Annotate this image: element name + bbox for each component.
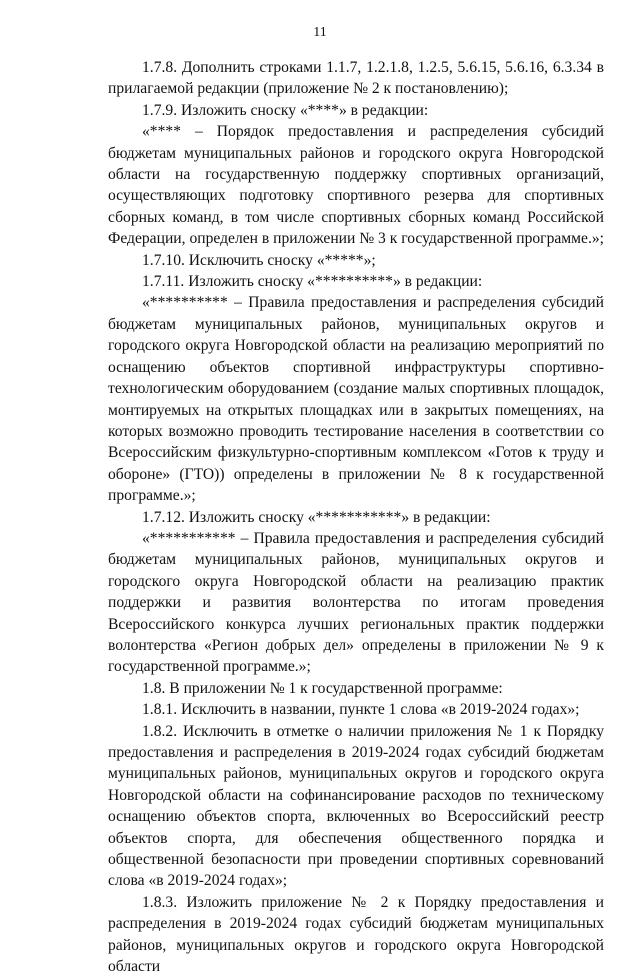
paragraph-1-7-10: 1.7.10. Исключить сноску «*****»; — [142, 251, 376, 269]
paragraph-1-7-12: 1.7.12. Изложить сноску «***********» в редакции: — [142, 508, 491, 526]
paragraph-1-7-8: 1.7.8. Дополнить строками 1.1.7, 1.2.1.8, 1.2.5, 5.6.15, 5.6.16, 6.3.34 в прилагаемой редакции (приложение № 2 к постановлению); — [108, 59, 604, 98]
footnote-text-4-stars: «**** – Порядок предоставления и распределения субсидий бюджетам муниципальных районов и городского округа Новгородской области на государственную поддержку спортивных организаций, осуществляющих подготовку спортивного резерва для спортивных сборных команд, в том числе спортивных сборных команд Российской Федерации, определен в приложении № 3 к государственной программе.»; — [108, 123, 604, 248]
footnote-text-11-stars: «*********** – Правила предоставления и распределения субсидий бюджетам муниципальных районов, муниципальных округов и городского округа Новгородской области на реализацию практик поддержки и развития волонтерства по итогам проведения Всероссийского конкурса лучших региональных практик поддержки волонтерства «Регион добрых дел» определены в приложении № 9 к государственной программе.»; — [108, 529, 604, 676]
document-body — [108, 57, 604, 977]
paragraph-1-7-11: 1.7.11. Изложить сноску «**********» в редакции: — [142, 273, 483, 291]
footnote-text-10-stars: «********** – Правила предоставления и распределения субсидий бюджетам муниципальных районов, муниципальных округов и городского округа Новгородской области на реализацию мероприятий по оснащению объектов спортивной инфраструктуры спортивно-технологическим оборудованием (создание малых спортивных площадок, монтируемых на открытых площадках или в закрытых помещениях, на которых возможно проводить тестирование населения в соответствии со Всероссийским физкультурно-спортивным комплексом «Готов к труду и обороне» (ГТО)) определены в приложении № 8 к государственной программе.»; — [108, 294, 604, 505]
paragraph-1-8-3: 1.8.3. Изложить приложение № 2 к Порядку предоставления и распределения в 2019-2024 годах субсидий бюджетам муниципальных районов, муниципальных округов и городского округа Новгородской области — [108, 893, 604, 976]
paragraph-1-8-2: 1.8.2. Исключить в отметке о наличии приложения № 1 к Порядку предоставления и распределения в 2019-2024 годах субсидий бюджетам муниципальных районов, муниципальных округов и городского округа Новгородской области на софинансирование расходов по техническому оснащению объектов спорта, включенных во Всероссийский реестр объектов спорта, для обеспечения общественного порядка и общественной безопасности при проведении спортивных соревнований слова «в 2019-2024 годах»; — [108, 722, 604, 890]
page-number: 11 — [313, 25, 327, 40]
paragraph-1-7-9: 1.7.9. Изложить сноску «****» в редакции: — [142, 101, 429, 119]
paragraph-1-8-1: 1.8.1. Исключить в названии, пункте 1 слова «в 2019-2024 годах»; — [142, 701, 580, 719]
paragraph-1-8: 1.8. В приложении № 1 к государственной программе: — [142, 679, 503, 697]
